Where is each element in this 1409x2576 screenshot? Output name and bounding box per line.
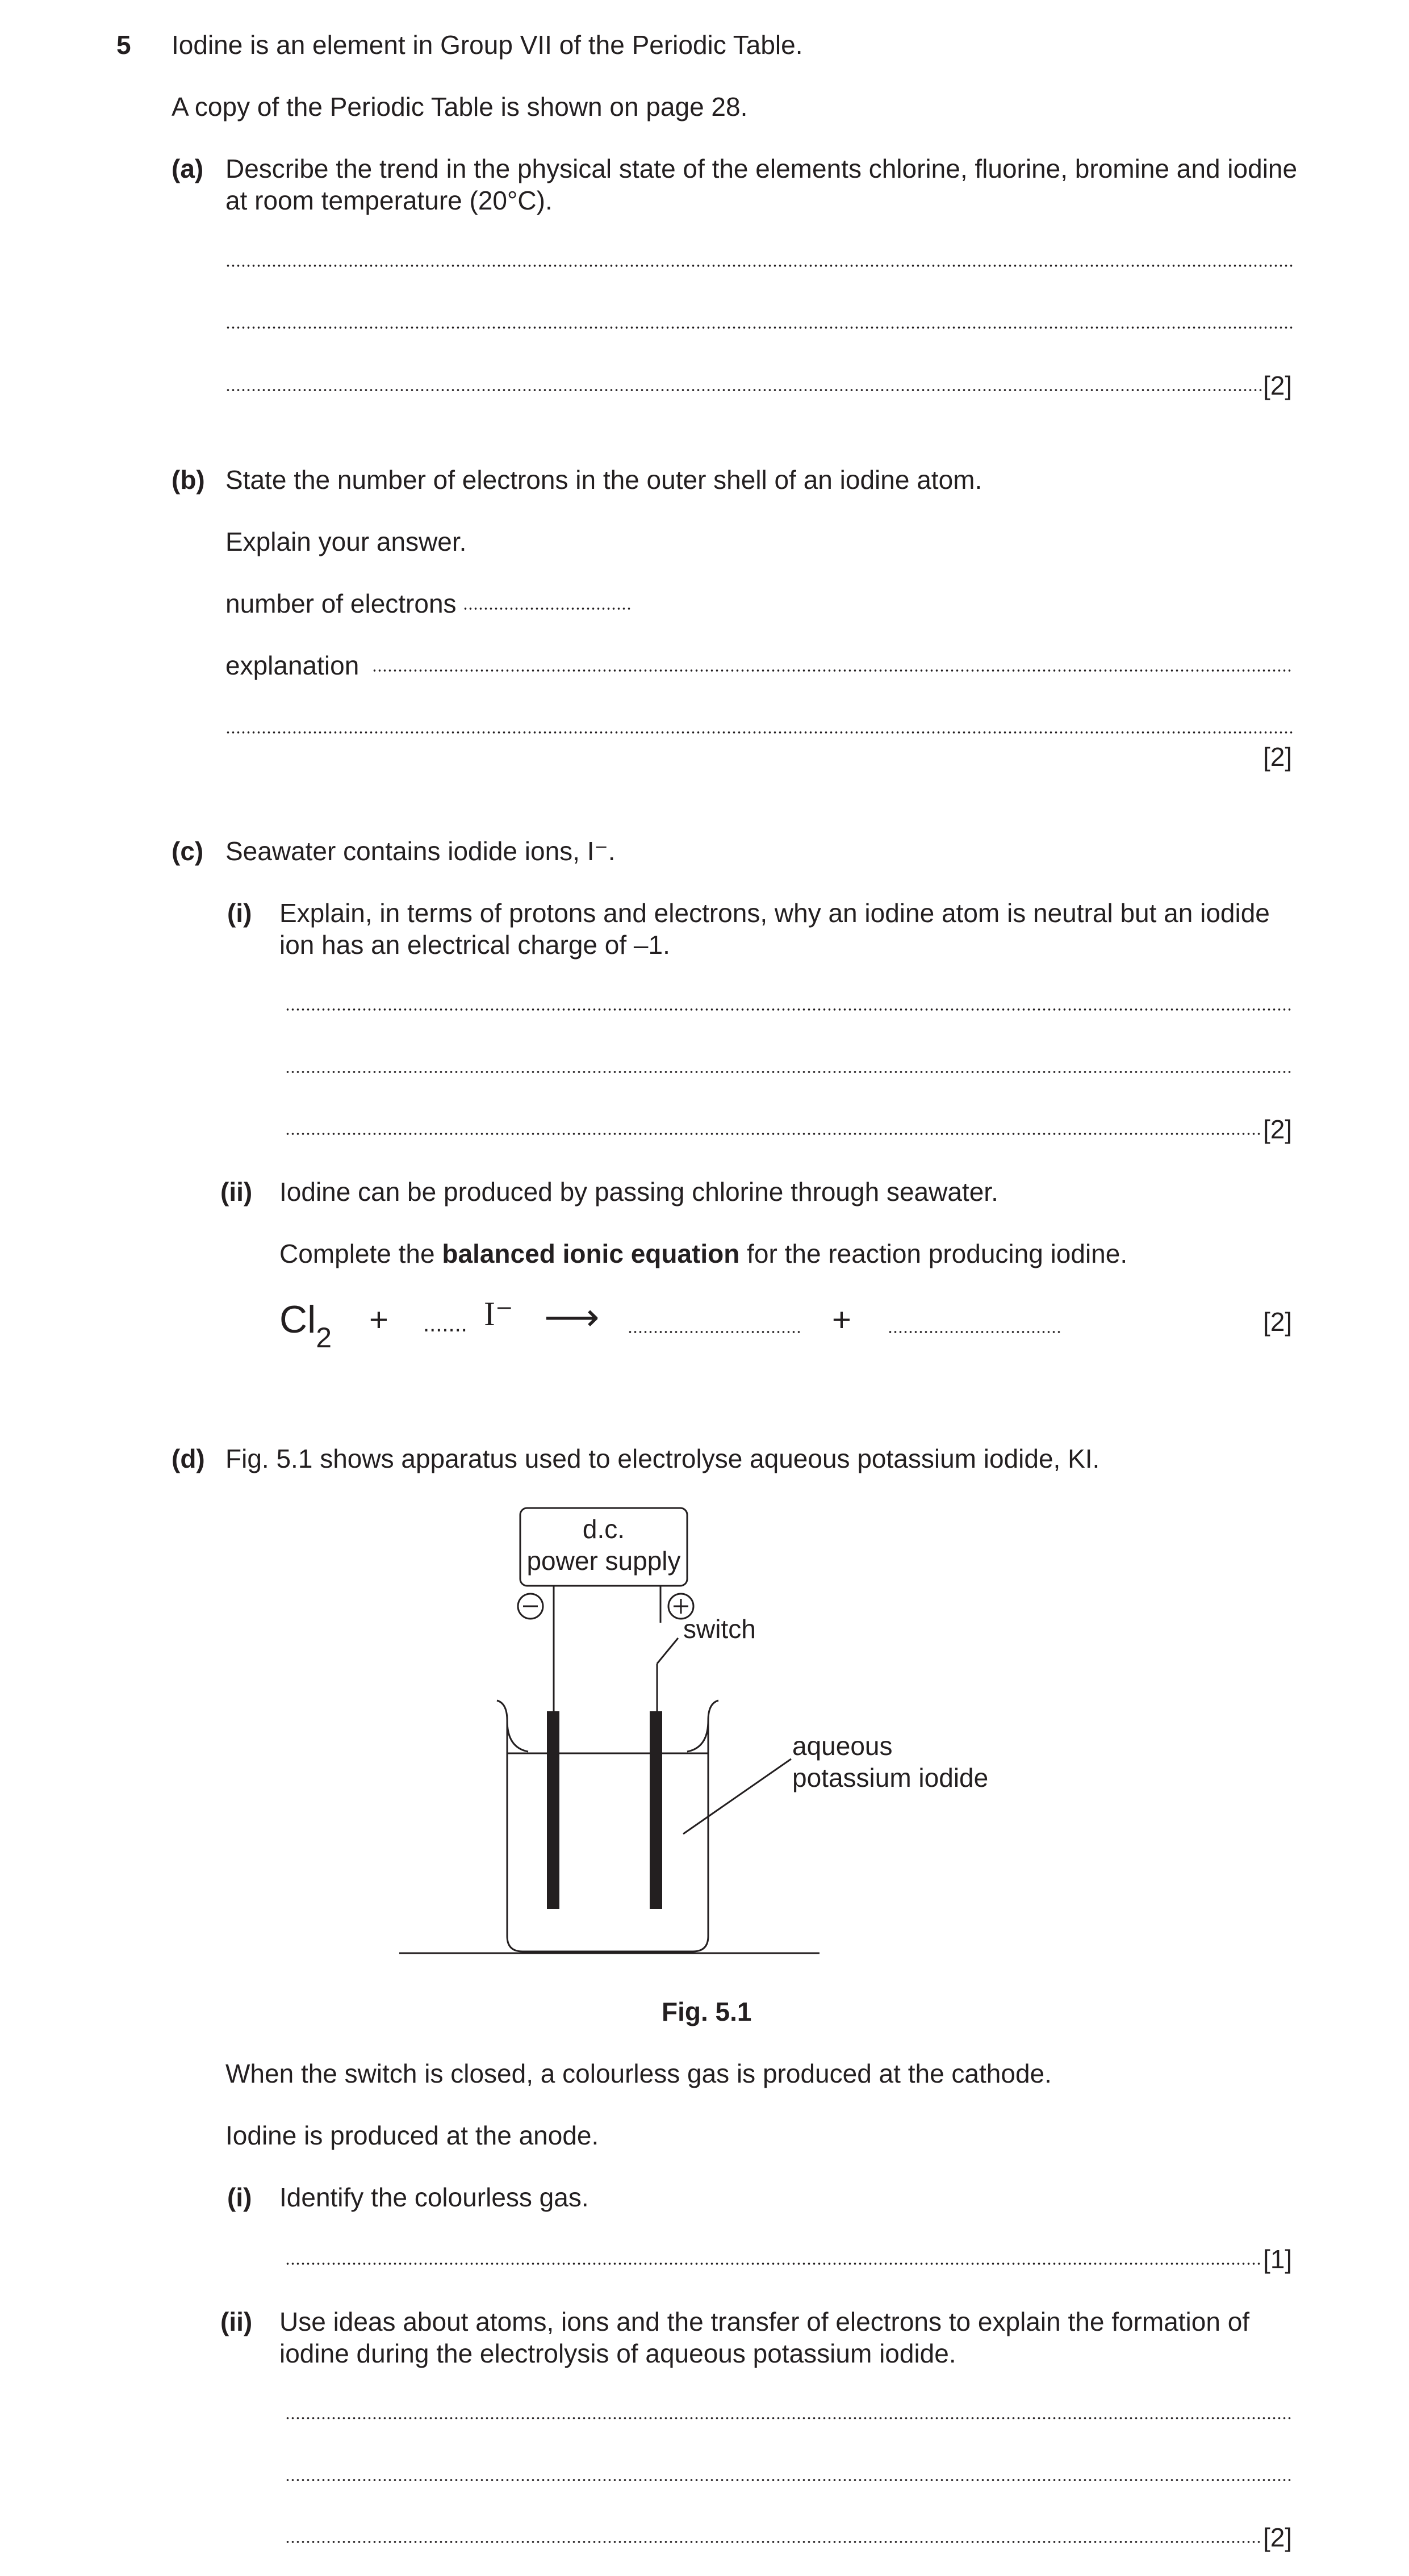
equation-plus-1: +: [369, 1301, 388, 1338]
part-d-ii-line2: iodine during the electrolysis of aqueous potassium iodide.: [279, 2339, 956, 2368]
answer-line-dii2[interactable]: [285, 2479, 1293, 2481]
answer-line-di[interactable]: [285, 2263, 1262, 2265]
switch-label: switch: [683, 1614, 756, 1644]
part-d-ii-marks: [2]: [1263, 2523, 1293, 2552]
figure-caption: Fig. 5.1: [662, 1997, 752, 2026]
solution-label-line2: potassium iodide: [792, 1763, 989, 1792]
equation-chlorine: $Cl_2$: [279, 1298, 332, 1354]
part-c-label: (c): [172, 836, 204, 866]
part-b-explain: Explain your answer.: [225, 527, 467, 556]
part-d-ii-label: (ii): [220, 2307, 253, 2336]
part-d-prompt: Fig. 5.1 shows apparatus used to electrolyse aqueous potassium iodide, KI.: [225, 1444, 1100, 1473]
part-c-i-marks: [2]: [1263, 1115, 1293, 1144]
power-supply-label-line2: power supply: [526, 1546, 681, 1576]
equation-arrow: ⟶: [544, 1296, 600, 1339]
anode-electrode: [650, 1711, 662, 1909]
beaker: [497, 1700, 718, 1951]
part-c-i-label: (i): [227, 898, 252, 928]
power-supply-label-line1: d.c.: [582, 1514, 625, 1544]
part-d-label: (d): [172, 1444, 205, 1473]
switch-lever: [657, 1638, 678, 1664]
solution-label-line1: aqueous: [792, 1731, 893, 1761]
equation-plus-2: +: [832, 1301, 851, 1338]
question-number: 5: [116, 30, 131, 60]
answer-line-dii3[interactable]: [285, 2541, 1262, 2543]
iodide-coefficient-blank[interactable]: .......: [423, 1312, 467, 1337]
part-c-prompt: Seawater contains iodide ions, I⁻.: [225, 836, 616, 866]
part-c-ii-label: (ii): [220, 1177, 253, 1207]
part-b-marks: [2]: [1263, 742, 1293, 772]
part-a-prompt-line2: at room temperature (20°C).: [225, 186, 553, 215]
part-d-i-prompt: Identify the colourless gas.: [279, 2183, 589, 2212]
part-d-text2: Iodine is produced at the anode.: [225, 2121, 599, 2150]
answer-line-dii1[interactable]: [285, 2417, 1293, 2419]
part-d-text1: When the switch is closed, a colourless gas is produced at the cathode.: [225, 2059, 1052, 2088]
part-a-label: (a): [172, 154, 204, 183]
part-d-i-label: (i): [227, 2183, 252, 2212]
part-a-prompt-line1: Describe the trend in the physical state of the elements chlorine, fluorine, bromine and iodine: [225, 154, 1298, 183]
explanation-label: explanation: [225, 651, 359, 680]
equation-iodide: I⁻: [484, 1295, 513, 1333]
cathode-electrode: [547, 1711, 559, 1909]
part-b-prompt: State the number of electrons in the outer shell of an iodine atom.: [225, 465, 982, 495]
part-c-ii-marks: [2]: [1263, 1307, 1293, 1337]
question-intro: Iodine is an element in Group VII of the Periodic Table.: [172, 30, 803, 60]
part-d-ii-line1: Use ideas about atoms, ions and the transfer of electrons to explain the formation of: [279, 2307, 1250, 2336]
part-c-i-line1: Explain, in terms of protons and electrons, why an iodine atom is neutral but an iodide: [279, 898, 1270, 928]
number-of-electrons-label: number of electrons: [225, 589, 457, 618]
part-c-ii-line2: Complete the balanced ionic equation for the reaction producing iodine.: [279, 1239, 1128, 1268]
part-b-label: (b): [172, 465, 205, 495]
beaker-left-rim: [507, 1720, 528, 1752]
beaker-right-rim: [687, 1720, 708, 1752]
solution-leader-line: [683, 1759, 791, 1834]
part-a-marks: [2]: [1263, 371, 1293, 400]
part-c-i-line2: ion has an electrical charge of –1.: [279, 930, 670, 960]
part-c-ii-line1: Iodine can be produced by passing chlorine through seawater.: [279, 1177, 998, 1207]
part-d-i-marks: [1]: [1263, 2244, 1293, 2274]
periodic-table-note: A copy of the Periodic Table is shown on page 28.: [172, 92, 748, 122]
